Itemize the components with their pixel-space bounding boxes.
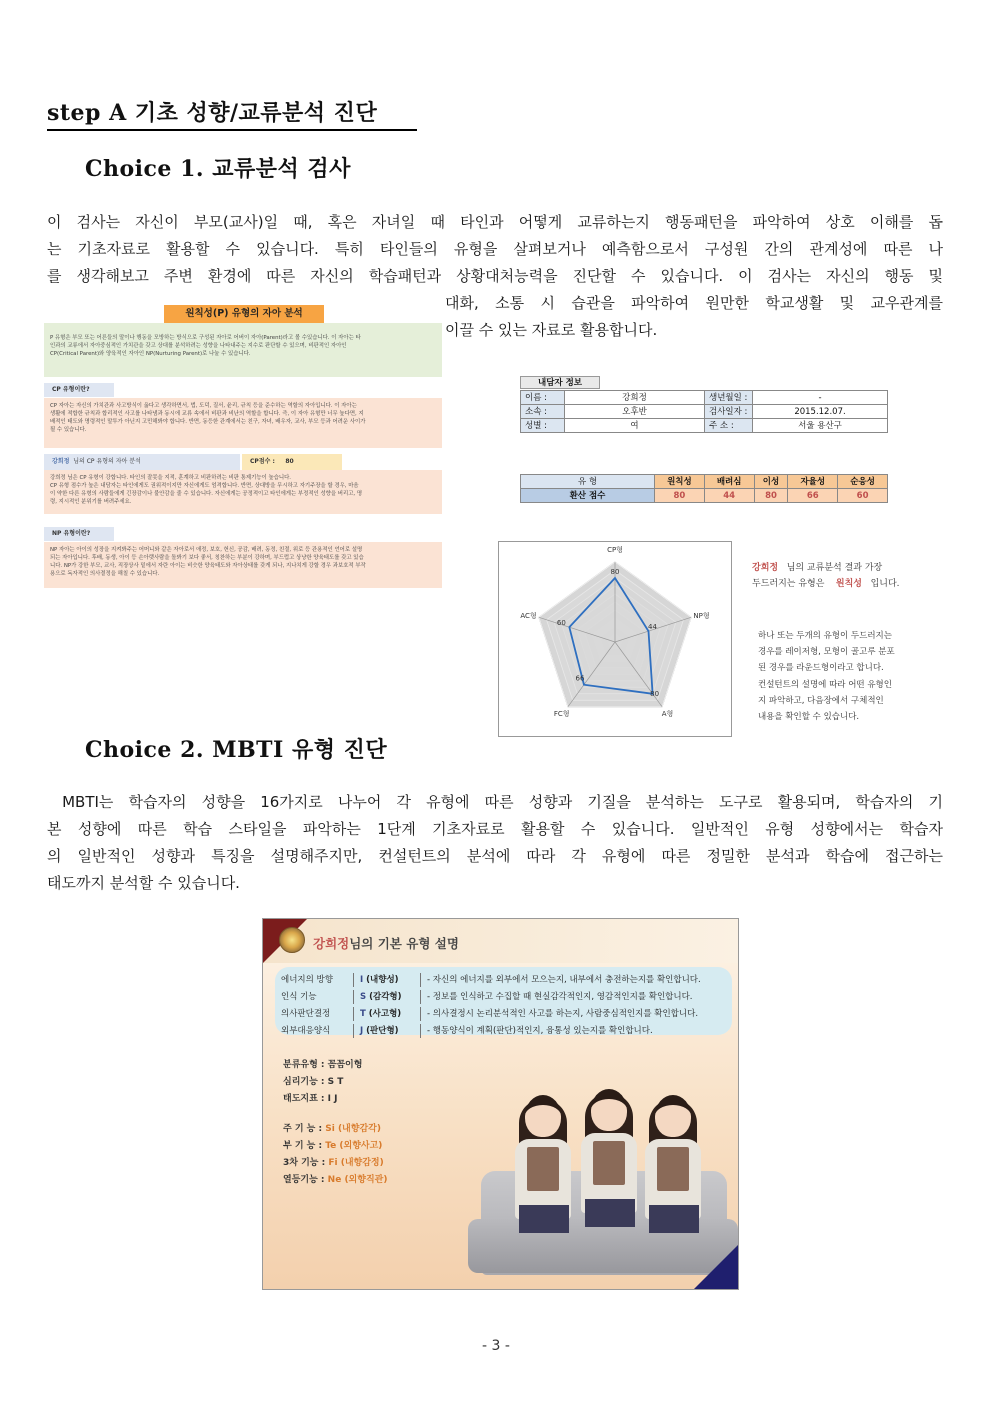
table-cell: 80 xyxy=(655,489,705,503)
choice2-paragraph xyxy=(47,789,943,897)
table-cell: 이름 : xyxy=(521,391,565,405)
mbti-summary xyxy=(283,1057,362,1108)
function-desc: (내향감정) xyxy=(340,1158,384,1168)
radar-note-line xyxy=(752,576,942,592)
function-value: Te xyxy=(325,1141,337,1151)
student-illustration xyxy=(643,1095,703,1245)
dimension-desc: - 자신의 에너지를 외부에서 모으는지, 내부에서 충전하는지를 확인합니다. xyxy=(427,975,701,985)
table-cell: 검사일자 : xyxy=(705,405,753,419)
panel-text: 생활에 적합한 규칙과 합리적인 사고를 나타냄과 동시에 교류 속에서 비판과 비난의 역할을 합니다. 즉, 이 자아 유형만 너무 높다면, 지 xyxy=(50,411,364,417)
choice2-title: Choice 2. MBTI 유형 진단 xyxy=(85,737,388,763)
dimension-letter xyxy=(360,972,420,988)
table-cell: 2015.12.07. xyxy=(753,405,888,419)
function-key: 주 기 능 : xyxy=(283,1124,326,1134)
table-cell: 여 xyxy=(565,419,705,433)
panel-text: 되는 자아입니다. 후배, 동생, 아이 등 손아랫사람을 돌봐기 보다 좋서, 칭찬하는 부분이 강하며, 부드럽고 상냥한 양육태도를 갖고 있습 xyxy=(50,555,364,561)
np-description xyxy=(44,542,442,588)
panel-text: P 유형은 부모 또는 어른들의 말이나 행동을 모방하는 방식으로 구성된 자아로 어버이 자아(Parent)라고 볼 수있습니다. 이 자아는 타 xyxy=(50,335,361,341)
para-line: 를 생각해보고 주변 환경에 따른 자신의 학습패턴과 상황대처능력을 진단할 수 있습니다. 이 검사는 자신의 행동 및 xyxy=(47,267,943,285)
desc-line: 컨설턴트의 설명에 따라 어떤 유형인 xyxy=(758,679,892,690)
cp-score-row xyxy=(44,454,442,470)
client-name: 강희정 xyxy=(52,458,70,465)
para-line: 본 성향에 따른 학습 스타일을 파악하는 1단계 기초자료로 활용할 수 있습니다. 일반적인 유형 성향에서는 학습자 xyxy=(47,820,943,838)
radar-value-label: 80 xyxy=(610,568,620,576)
para-line: 이 검사는 자신이 부모(교사)일 때, 혹은 자녀일 때 타인과 어떻게 교류하는지 행동패턴을 파악하여 상호 이해를 돕 xyxy=(47,213,943,231)
table-cell: 유 형 xyxy=(521,475,655,489)
panel-text: 강희정 님은 CP 유형이 강합니다. 타인의 잘못을 지적, 훈계하고 비판하려는 비판 통제기능이 높습니다. xyxy=(50,475,292,481)
panel-text: 령, 지시적인 분위기를 버려주세요. xyxy=(50,499,132,505)
table-row xyxy=(521,489,888,503)
panel-text: 용으로 독자적인 의사결정을 해칠 수 있습니다. xyxy=(50,571,160,577)
student-illustration xyxy=(513,1095,573,1245)
mbti-row xyxy=(281,1023,653,1039)
table-row xyxy=(521,391,888,405)
radar-value-label: 44 xyxy=(648,623,657,632)
radar-note-text: 님의 교류분석 결과 가장 xyxy=(786,563,883,573)
radar-note-text: 두드러지는 유형은 xyxy=(752,579,825,589)
letter: T xyxy=(360,1009,366,1019)
radar-axis-label: AC형 xyxy=(520,611,537,620)
cp-score-label: CP점수 : xyxy=(250,458,275,465)
function-row xyxy=(283,1155,387,1172)
section-heading: step A 기초 성향/교류분석 진단 xyxy=(47,96,417,131)
table-cell: 자율성 xyxy=(788,475,838,489)
cp-description xyxy=(44,398,442,448)
letter: I xyxy=(360,975,364,985)
mbti-result-image xyxy=(262,918,739,1290)
radar-note-text: 입니다. xyxy=(870,579,900,589)
table-cell: 서울 용산구 xyxy=(753,419,888,433)
table-cell: 80 xyxy=(754,489,788,503)
radar-axis-label: FC형 xyxy=(553,710,570,719)
table-cell: 성별 : xyxy=(521,419,565,433)
dimension-desc: - 정보를 인식하고 수집할 때 현실감각적인지, 영감적인지를 확인합니다. xyxy=(427,992,693,1002)
dimension-label: 인식 기능 xyxy=(281,992,317,1002)
dimension-letter xyxy=(360,1006,420,1022)
panel-title: 원칙성(P) 유형의 자아 분석 xyxy=(164,305,324,323)
radar-note xyxy=(752,560,942,592)
function-value: Fi xyxy=(328,1158,338,1168)
cp-score-box xyxy=(242,454,342,470)
client-info-table xyxy=(520,390,888,433)
radar-axis-label: NP형 xyxy=(693,611,710,620)
psych-function: 심리기능 : S T xyxy=(283,1077,344,1087)
dimension-letter xyxy=(360,1023,420,1039)
client-name: 강희정 xyxy=(313,936,350,951)
attitude-index: 태도지표 : I J xyxy=(283,1094,338,1104)
np-label: NP 유형이란? xyxy=(44,527,114,541)
table-cell: 44 xyxy=(704,489,754,503)
table-cell: 배려심 xyxy=(704,475,754,489)
panel-text: 될 수 있습니다. xyxy=(50,427,87,433)
dimension-label: 에너지의 방향 xyxy=(281,975,333,985)
radar-description xyxy=(758,628,938,725)
cp-row-title xyxy=(44,454,240,470)
table-cell: 60 xyxy=(838,489,888,503)
radar-value-label: 60 xyxy=(556,619,566,628)
panel-text: CP 유형 점수가 높은 내담자는 타인에게도 권위적이지만 자신에게도 엄격합니다. 반면, 상대방을 무시하고 자기주장을 할 경우, 마음 xyxy=(50,483,359,489)
table-cell: 순응성 xyxy=(838,475,888,489)
panel-intro xyxy=(44,323,442,377)
panel-text: CP(Critical Parent)와 양육적인 자아인 NP(Nurturing Parent)로 나눌 수 있습니다. xyxy=(50,351,251,357)
table-cell: 환산 점수 xyxy=(521,489,655,503)
desc-line: 내용을 확인할 수 있습니다. xyxy=(758,712,860,723)
panel-text: CP 자아는 자신의 가치관과 사고방식이 옳다고 생각하면서, 법, 도덕, 질서, 윤리, 규칙 등을 준수하는 역할의 자아입니다. 이 자아는 xyxy=(50,403,357,409)
table-cell: 원칙성 xyxy=(655,475,705,489)
table-cell: - xyxy=(753,391,888,405)
choice1-paragraph-cont xyxy=(445,290,943,344)
radar-note-line xyxy=(752,560,942,576)
table-cell: 66 xyxy=(788,489,838,503)
table-cell: 생년월일 : xyxy=(705,391,753,405)
function-key: 3차 기능 : xyxy=(283,1158,329,1168)
desc-line: 하나 또는 두개의 유형이 두드러지는 xyxy=(758,631,892,641)
panel-text: 니다. NP가 강한 부모, 교사, 직장상사 밑에서 자란 아이는 비슷한 양육태도와 자아상태를 갖게 되나, 지나치게 강할 경우 과보호적 부작 xyxy=(50,563,366,569)
panel-text: 이 약한 다른 유형의 사람들에게 긴장감이나 불안감을 줄 수 있습니다. 자신에게는 공정적이고 타인에게는 부정적인 성향을 버리고, 명 xyxy=(50,491,363,497)
client-name: 강희정 xyxy=(752,563,779,573)
letter-kind: (감각형) xyxy=(369,992,402,1002)
para-line: 의 일반적인 성향과 특징을 설명해주지만, 컨설턴트의 분석에 따라 각 유형에 따른 정밀한 분석과 학습에 접근하는 xyxy=(47,847,943,865)
cp-row-title-text: 님의 CP 유형의 자아 분석 xyxy=(73,458,141,465)
choice1-paragraph xyxy=(47,209,943,290)
ego-analysis-panel xyxy=(44,305,442,588)
desc-line: 경우를 레이저형, 모형이 골고루 분포 xyxy=(758,647,895,658)
radar-chart xyxy=(498,541,732,737)
dimension-label: 의사판단결정 xyxy=(281,1009,331,1019)
mbti-row xyxy=(281,989,693,1005)
panel-text: NP 자아는 아이의 성장을 지켜봐주는 어머니와 같은 자아로서 애정, 보호, 헌신, 공감, 배려, 동정, 친절, 위로 등 관용적인 언어로 설명 xyxy=(50,547,363,553)
function-desc: (내향감각) xyxy=(337,1124,381,1134)
dominant-type: 원칙성 xyxy=(835,579,862,589)
radar-value-label: 66 xyxy=(575,674,585,683)
para-line: 는 기초자료로 활용할 수 있습니다. 특히 타인들의 유형을 살펴보거나 예측함으로서 구성원 간의 관계성에 따른 나 xyxy=(47,240,943,258)
radar-svg xyxy=(499,542,733,738)
letter: S xyxy=(360,992,367,1002)
mbti-functions xyxy=(283,1121,387,1189)
page-number: - 3 - xyxy=(482,1338,510,1354)
mbti-row xyxy=(281,1006,698,1022)
function-desc: (외향직관) xyxy=(344,1175,388,1185)
desc-line: 된 경우를 라운드형이라고 합니다. xyxy=(758,663,884,674)
dimension-desc: - 행동양식이 계획(판단)적인지, 융통성 있는지를 확인합니다. xyxy=(427,1026,653,1036)
cp-score-value: 80 xyxy=(285,458,294,465)
para-line: MBTI는 학습자의 성향을 16가지로 나누어 각 유형에 따른 성향과 기질을 분석하는 도구로 활용되며, 학습자의 기 xyxy=(47,793,943,811)
radar-axis-label: A형 xyxy=(661,710,674,719)
function-key: 부 기 능 : xyxy=(283,1141,326,1151)
letter: J xyxy=(360,1026,364,1036)
corner-decoration xyxy=(694,1245,738,1289)
table-row xyxy=(521,405,888,419)
para-line: 대화, 소통 시 습관을 파악하여 원만한 학교생활 및 교우관계를 xyxy=(445,294,943,312)
letter-kind: (판단형) xyxy=(366,1026,399,1036)
dimension-desc: - 의사결정시 논리분석적인 사고를 하는지, 사람중심적인지를 확인합니다. xyxy=(427,1009,699,1019)
function-value: Si xyxy=(325,1124,335,1134)
table-cell: 강희정 xyxy=(565,391,705,405)
desc-line: 지 파악하고, 다음장에서 구체적인 xyxy=(758,695,884,706)
function-desc: (외향사고) xyxy=(339,1141,383,1151)
table-row xyxy=(521,419,888,433)
table-cell: 오후반 xyxy=(565,405,705,419)
panel-text: 인과의 교류에서 자아중심적인 가치관을 갖고 상대를 분석하려는 성향을 나타내주는 지수로 판단할 수 있으며, 비판적인 자아인 xyxy=(50,343,347,349)
function-key: 열등기능 : xyxy=(283,1175,328,1185)
table-row xyxy=(521,475,888,489)
dimension-label: 외부대응양식 xyxy=(281,1026,331,1036)
letter-kind: (내향성) xyxy=(366,975,399,985)
function-row xyxy=(283,1121,387,1138)
score-table xyxy=(520,474,888,503)
cp-label: CP 유형이란? xyxy=(44,383,114,397)
choice1-title: Choice 1. 교류분석 검사 xyxy=(85,156,351,182)
flower-icon xyxy=(279,927,305,953)
table-cell: 이성 xyxy=(754,475,788,489)
student-illustration xyxy=(579,1089,639,1239)
table-cell: 소속 : xyxy=(521,405,565,419)
classification: 분류유형 : 꼼꼼이형 xyxy=(283,1060,363,1070)
letter-kind: (사고형) xyxy=(368,1009,402,1019)
table-cell: 주 소 : xyxy=(705,419,753,433)
panel-text: 배적인 태도와 명령적인 말투가 아닌지 고민해봐야 합니다. 반면, 동등한 관계에서는 친구, 자녀, 배우자, 교사, 부모 등과 어려운 사이가 xyxy=(50,419,366,425)
radar-axis-label: CP형 xyxy=(607,546,623,554)
function-row xyxy=(283,1138,387,1155)
mbti-row xyxy=(281,972,701,988)
dimension-letter xyxy=(360,989,420,1005)
mbti-title xyxy=(313,934,459,952)
function-row xyxy=(283,1172,387,1189)
cp-detail xyxy=(44,470,442,514)
para-line: 이끌 수 있는 자료로 활용합니다. xyxy=(445,321,658,339)
mbti-title-text: 님의 기본 유형 설명 xyxy=(349,936,459,951)
para-line: 태도까지 분석할 수 있습니다. xyxy=(47,874,240,892)
client-info-title: 내담자 정보 xyxy=(520,376,600,389)
function-value: Ne xyxy=(327,1175,342,1185)
radar-value-label: 80 xyxy=(650,689,660,698)
